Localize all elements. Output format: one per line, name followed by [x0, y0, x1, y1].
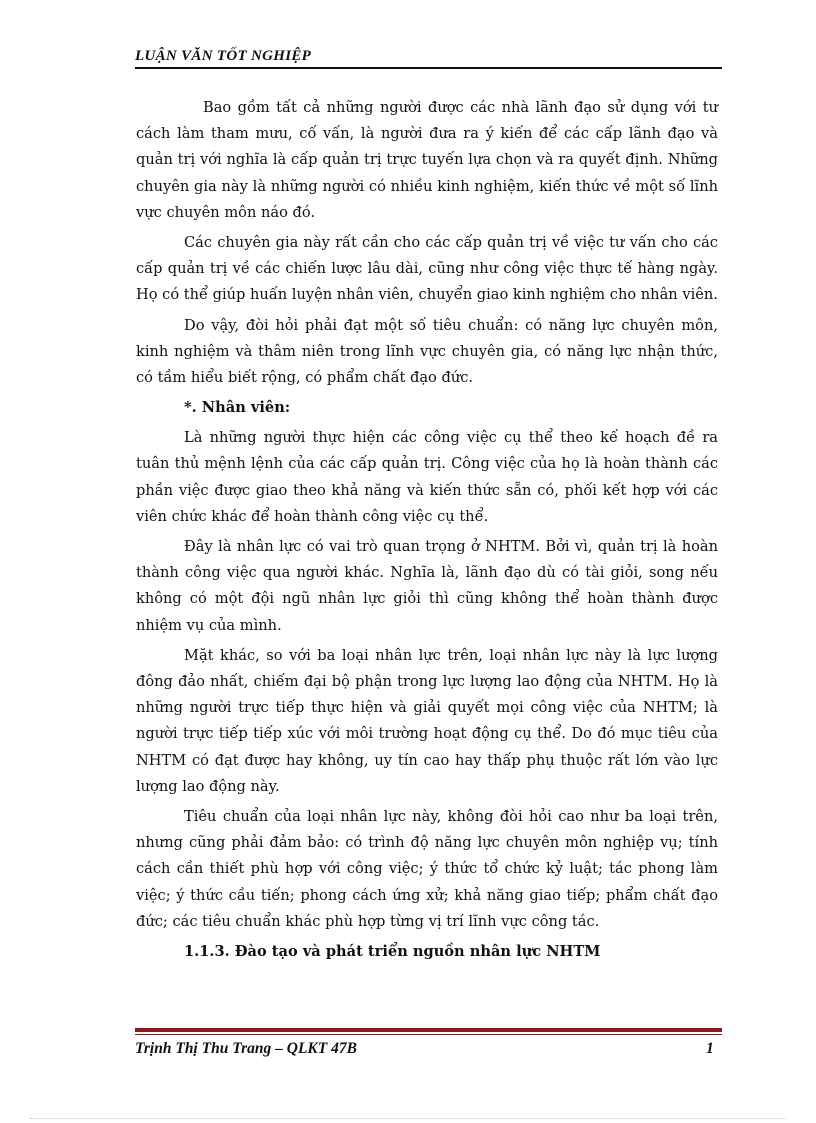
paragraph-advisors: Bao gồm tất cả những người được các nhà lãnh đạo sử dụng với tư cách làm tham mưu, cố vấn, là người đưa ra ý kiến để các cấp lãnh đạo và quản trị với nghĩa là cấp quản trị trực tuyến lựa chọn và ra quyết định. Những chuyên gia này là những người có nhiều kinh nghiệm, kiến thức về một số lĩnh vực chuyên môn náo đó.: [136, 99, 718, 221]
running-header: LUẬN VĂN TỐT NGHIỆP: [135, 48, 312, 64]
footer-divider-thin: [135, 1034, 722, 1035]
paragraph-staff-majority: Mặt khác, so với ba loại nhân lực trên, loại nhân lực này là lực lượng đông đảo nhất, chiếm đại bộ phận trong lực lượng lao động của NHTM. Họ là những người trực tiếp thực hiện và giải quyết mọi công việc của NHTM; là người trực tiếp tiếp xúc với môi trường hoạt động cụ thể. Do đó mục tiêu của NHTM có đạt được hay không, uy tín cao hay thấp phụ thuộc rất lớn vào lực lượng lao động này.: [136, 646, 718, 795]
page-number: 1: [706, 1040, 714, 1057]
subheading-staff: *. Nhân viên:: [184, 399, 291, 417]
footer-divider-thick: [135, 1028, 722, 1032]
paragraph-advisors-standards: Do vậy, đòi hỏi phải đạt một số tiêu chuẩn: có năng lực chuyên môn, kinh nghiệm và thâm niên trong lĩnh vực chuyên gia, có năng lực nhận thức, có tầm hiểu biết rộng, có phẩm chất đạo đức.: [136, 316, 718, 387]
paragraph-staff-definition: Là những người thực hiện các công việc cụ thể theo kế hoạch đề ra tuân thủ mệnh lệnh của các cấp quản trị. Công việc của họ là hoàn thành các phần việc được giao theo khả năng và kiến thức sẵn có, phối kết hợp với các viên chức khác để hoàn thành công việc cụ thể.: [136, 429, 718, 525]
header-divider: [135, 67, 722, 69]
paragraph-advisors-role: Các chuyên gia này rất cần cho các cấp quản trị về việc tư vấn cho các cấp quản trị về các chiến lược lâu dài, cũng như công việc thực tế hàng ngày. Họ có thể giúp huấn luyện nhân viên, chuyển giao kinh nghiệm cho nhân viên.: [136, 234, 718, 304]
page-boundary: [30, 1118, 786, 1119]
section-heading: 1.1.3. Đào tạo và phát triển nguồn nhân lực NHTM: [184, 943, 601, 961]
footer-author: Trịnh Thị Thu Trang – QLKT 47B: [135, 1040, 357, 1057]
paragraph-staff-standards: Tiêu chuẩn của loại nhân lực này, không đòi hỏi cao như ba loại trên, nhưng cũng phải đảm bảo: có trình độ năng lực chuyên môn nghiệp vụ; tính cách cần thiết phù hợp với công việc; ý thức tổ chức kỷ luật; tác phong làm việc; ý thức cầu tiến; phong cách ứng xử; khả năng giao tiếp; phẩm chất đạo đức; các tiêu chuẩn khác phù hợp từng vị trí lĩnh vực công tác.: [136, 808, 718, 930]
document-body: [136, 95, 718, 965]
paragraph-staff-importance: Đây là nhân lực có vai trò quan trọng ở NHTM. Bởi vì, quản trị là hoàn thành công việc qua người khác. Nghĩa là, lãnh đạo dù có tài giỏi, song nếu không có một đội ngũ nhân lực giỏi thì cũng không thể hoàn thành được nhiệm vụ của mình.: [136, 538, 718, 634]
